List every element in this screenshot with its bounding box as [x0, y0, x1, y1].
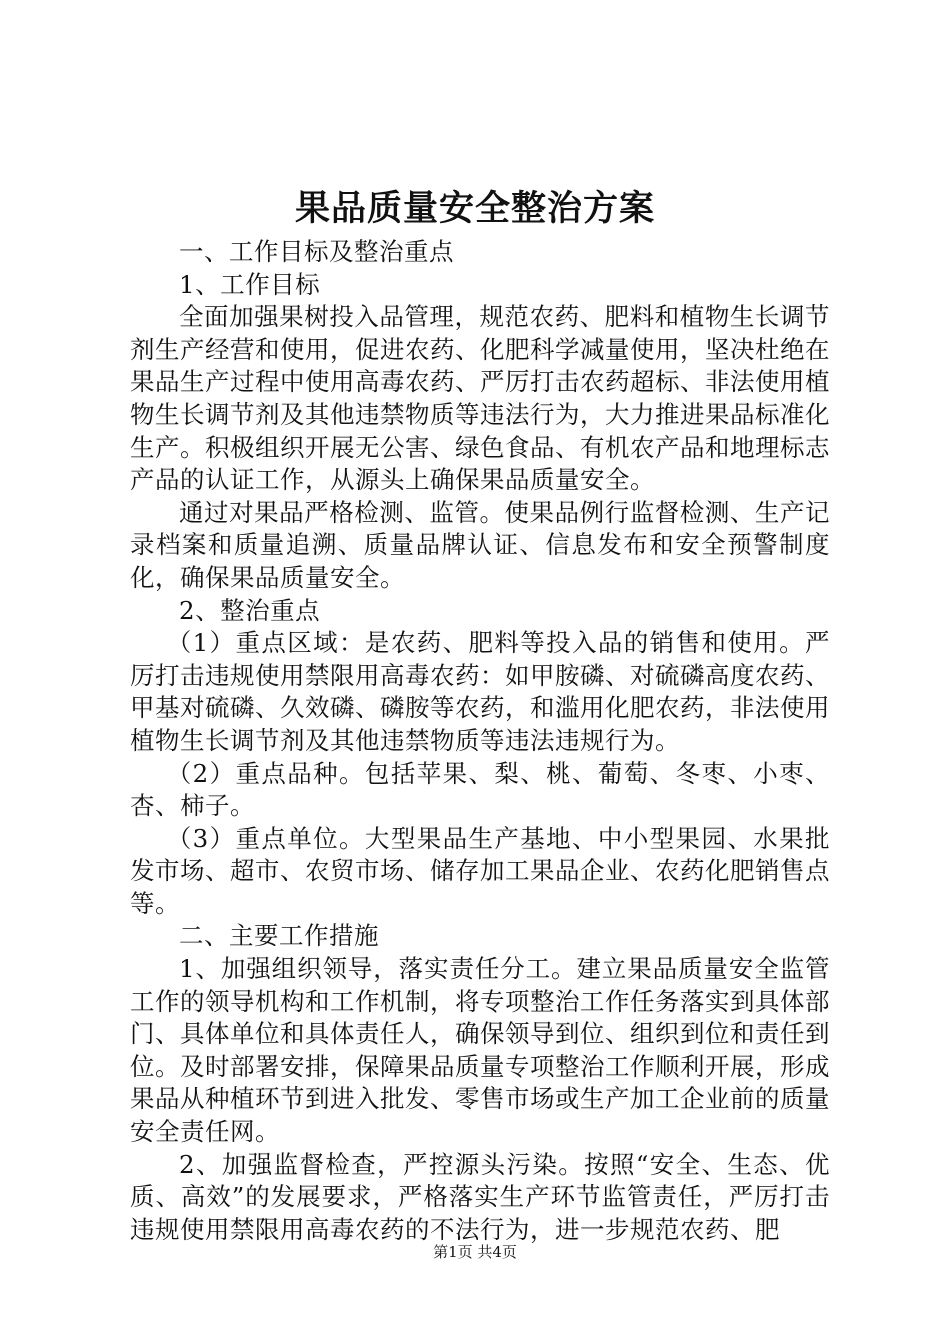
paragraph-focus-variety: （2）重点品种。包括苹果、梨、桃、葡萄、冬枣、小枣、杏、柿子。 [130, 758, 830, 821]
page-footer: 第1页 共4页 [433, 1243, 517, 1261]
section-heading-2: 二、主要工作措施 [179, 921, 379, 951]
subsection-heading-focus: 2、整治重点 [179, 595, 321, 625]
document-body [130, 236, 830, 1246]
paragraph-goal-1: 全面加强果树投入品管理，规范农药、肥料和植物生长调节剂生产经营和使用，促进农药、化肥科学减量使用，坚决杜绝在果品生产过程中使用高毒农药、严厉打击农药超标、非法使用植物生长调节剂及其他违禁物质等违法行为，大力推进果品标准化生产。积极组织开展无公害、绿色食品、有机农产品和地理标志产品的认证工作，从源头上确保果品质量安全。 [130, 302, 830, 495]
subsection-heading-goal: 1、工作目标 [179, 269, 321, 299]
paragraph-goal-2: 通过对果品严格检测、监管。使果品例行监督检测、生产记录档案和质量追溯、质量品牌认证、信息发布和安全预警制度化，确保果品质量安全。 [130, 497, 830, 592]
paragraph-focus-unit: （3）重点单位。大型果品生产基地、中小型果园、水果批发市场、超市、农贸市场、储存加工果品企业、农药化肥销售点等。 [130, 823, 830, 918]
paragraph-focus-area: （1）重点区域：是农药、肥料等投入品的销售和使用。严厉打击违规使用禁限用高毒农药：如甲胺磷、对硫磷高度农药、甲基对硫磷、久效磷、磷胺等农药，和滥用化肥农药，非法使用植物生长调节剂及其他违禁物质等违法违规行为。 [130, 628, 830, 755]
section-heading-1: 一、工作目标及整治重点 [179, 237, 454, 266]
paragraph-measure-1: 1、加强组织领导，落实责任分工。建立果品质量安全监管工作的领导机构和工作机制，将专项整治工作任务落实到具体部门、具体单位和具体责任人，确保领导到位、组织到位和责任到位。及时部署安排，保障果品质量专项整治工作顺利开展，形成果品从种植环节到进入批发、零售市场或生产加工企业前的质量安全责任网。 [130, 954, 830, 1147]
document-title: 果品质量安全整治方案 [294, 188, 655, 229]
paragraph-measure-2: 2、加强监督检查，严控源头污染。按照“安全、生态、优质、高效”的发展要求，严格落实生产环节监管责任，严厉打击违规使用禁限用高毒农药的不法行为，进一步规范农药、肥 [130, 1149, 830, 1244]
